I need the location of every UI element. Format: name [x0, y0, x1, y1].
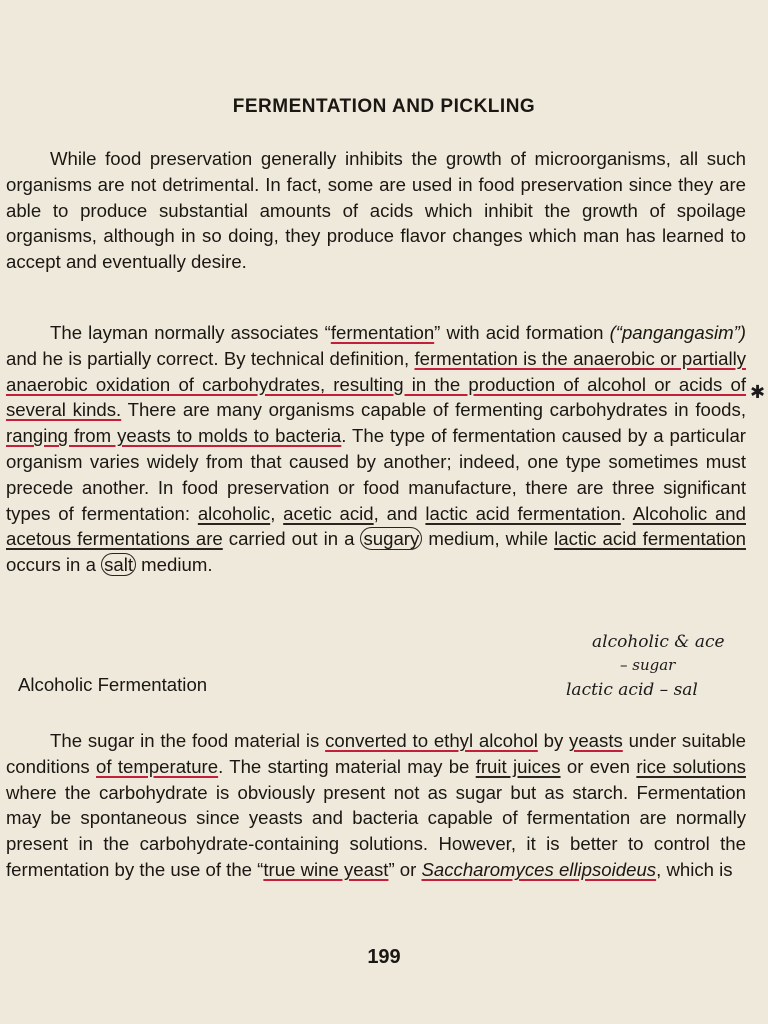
circled-word-sugary: sugary — [360, 527, 422, 550]
paragraph-alcoholic-fermentation — [6, 728, 746, 883]
text-span: carried out in a — [222, 528, 361, 550]
underlined-definition: fermentation is the anaerobic or partially anaerobic oxidation of carbohydrates, resulting in the production of alcohol or acids of several kinds. — [6, 347, 747, 421]
underlined-term: fermentation — [330, 322, 435, 343]
text-span: . The starting material may be — [218, 755, 476, 777]
text-span: . — [620, 502, 633, 524]
underlined-phrase: true wine yeast — [263, 858, 389, 880]
text-span: medium. — [136, 554, 213, 576]
text-span: medium, while — [422, 528, 555, 550]
text-span: by — [537, 730, 570, 751]
underlined-phrase: of temperature — [96, 755, 219, 777]
text-span: , and — [373, 502, 426, 524]
underlined-organisms: ranging from yeasts to molds to bacteria — [6, 425, 342, 447]
text-span: The sugar in the food material is — [50, 730, 326, 751]
underlined-phrase: fruit juices — [475, 755, 561, 777]
text-span: or even — [560, 755, 637, 777]
paragraph-fermentation-definition — [6, 320, 746, 578]
handwritten-note: lactic acid – sal — [566, 680, 698, 700]
handwritten-note: – sugar — [620, 656, 676, 674]
underlined-phrase: rice solutions — [636, 755, 746, 777]
asterisk-mark-icon: ✱ — [750, 382, 766, 402]
text-span: where the carbohydrate is obviously present not as sugar but as starch. Fermentation may be spontaneous since yeasts and bacteria capable of fermentation are normally present in the carbohydrate-containing solutions. However, it is better to control the fermentation by the use of the “ — [6, 781, 746, 880]
handwritten-note: alcoholic & ace — [592, 632, 725, 652]
underlined-phrase: Alcoholic and acetous fermentations are — [6, 502, 746, 550]
text-span: . The type of fermentation caused by a particular organism varies widely from that caused by another; indeed, one type sometimes must precede another. In food preservation or food manufacture, there are three significant types of fermentation: — [6, 425, 746, 524]
section-heading: Alcoholic Fermentation — [18, 674, 208, 695]
underlined-word: yeasts — [569, 730, 623, 751]
paragraph-intro: While food preservation generally inhibits the growth of microorganisms, all such organisms are not detrimental. In fact, some are used in food preservation since they are able to produce substantial amounts of acids which inhibit the growth of spoilage organisms, although in so doing, they produce flavor changes which man has learned to accept and eventually desire. — [6, 148, 746, 273]
underlined-type-acetic: acetic acid — [283, 502, 374, 524]
underlined-type-alcoholic: alcoholic — [197, 502, 271, 524]
text-span: ” with acid formation — [434, 322, 610, 343]
filipino-term: (“pangangasim”) — [609, 322, 746, 343]
page-number: 199 — [367, 946, 401, 968]
text-span: The layman normally associates “ — [50, 322, 331, 343]
text-span: and he is partially correct. By technical definition, — [6, 347, 415, 369]
text-span: , which is — [656, 858, 733, 880]
circled-word-salt: salt — [101, 553, 136, 576]
text-span: occurs in a — [6, 554, 102, 576]
page-title: FERMENTATION AND PICKLING — [232, 96, 536, 117]
underlined-type-lactic: lactic acid fermentation — [425, 502, 621, 524]
species-name: Saccharomyces ellipsoideus — [421, 858, 657, 880]
text-span: There are many organisms capable of fermenting carbohydrates in foods, — [121, 399, 746, 421]
text-span: under suitable conditions — [6, 730, 747, 777]
underlined-phrase: converted to ethyl alcohol — [325, 730, 538, 751]
underlined-phrase: lactic acid fermentation — [554, 528, 747, 550]
text-span: ” or — [388, 858, 422, 880]
text-span: , — [270, 502, 284, 524]
